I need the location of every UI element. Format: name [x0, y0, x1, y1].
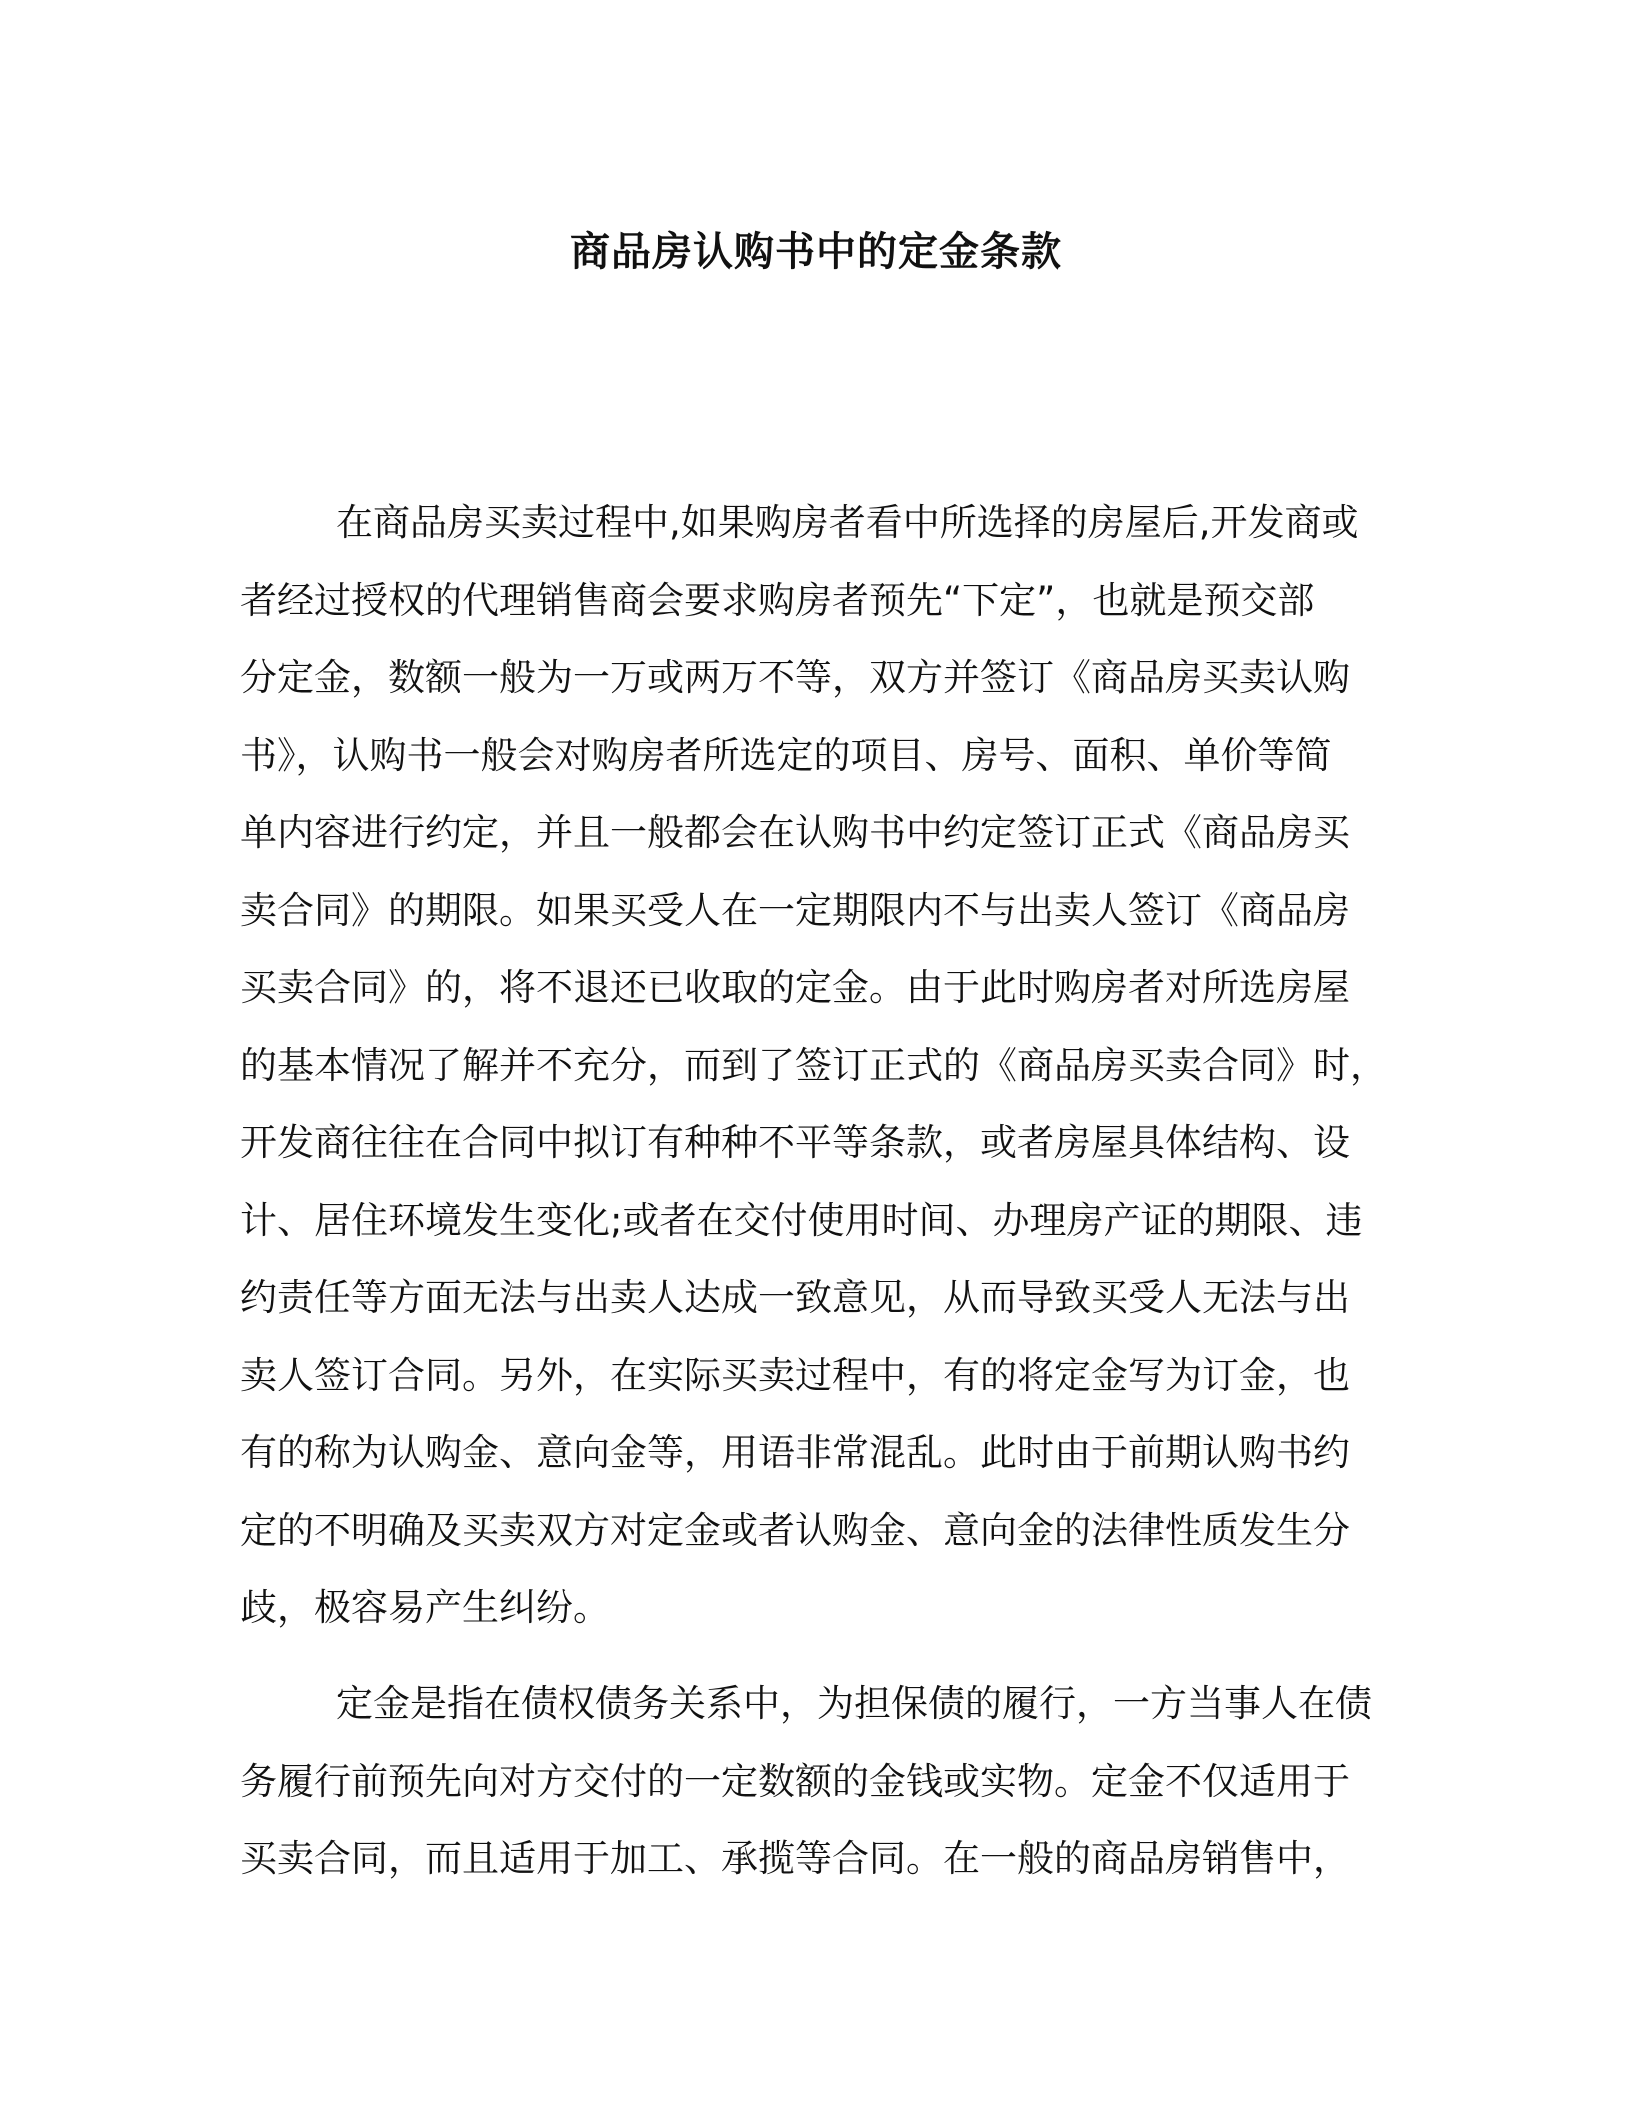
paragraph-line: 买卖合同，而且适用于加工、承揽等合同。在一般的商品房销售中， — [240, 1837, 1350, 1880]
paragraph-line: 在商品房买卖过程中,如果购房者看中所选择的房屋后,开发商或 — [336, 501, 1359, 544]
paragraph-line: 计、居住环境发生变化;或者在交付使用时间、办理房产证的期限、违 — [240, 1198, 1363, 1242]
document-title: 商品房认购书中的定金条款 — [570, 229, 1062, 275]
paragraph-line: 单内容进行约定，并且一般都会在认购书中约定签订正式《商品房买 — [240, 811, 1350, 854]
paragraph-line: 买卖合同》的，将不退还已收取的定金。由于此时购房者对所选房屋 — [240, 966, 1350, 1009]
paragraph-line: 有的称为认购金、意向金等，用语非常混乱。此时由于前期认购书约 — [240, 1431, 1350, 1474]
paragraph-line: 书》，认购书一般会对购房者所选定的项目、房号、面积、单价等简 — [240, 733, 1332, 777]
paragraph-line: 卖人签订合同。另外，在实际买卖过程中，有的将定金写为订金，也 — [240, 1353, 1350, 1397]
paragraph-line: 分定金，数额一般为一万或两万不等，双方并签订《商品房买卖认购 — [240, 656, 1350, 699]
paragraph-line: 定金是指在债权债务关系中，为担保债的履行，一方当事人在债 — [336, 1682, 1372, 1725]
paragraph-line: 务履行前预先向对方交付的一定数额的金钱或实物。定金不仅适用于 — [240, 1759, 1350, 1803]
paragraph-line: 的基本情况了解并不充分，而到了签订正式的《商品房买卖合同》时， — [240, 1043, 1387, 1087]
paragraph-line: 歧，极容易产生纠纷。 — [240, 1586, 610, 1629]
paragraph-line: 卖合同》的期限。如果买受人在一定期限内不与出卖人签订《商品房 — [240, 888, 1350, 932]
paragraph-2 — [240, 1665, 1370, 1898]
paragraph-1 — [240, 484, 1387, 1647]
paragraph-line: 者经过授权的代理销售商会要求购房者预先“下定”，也就是预交部 — [240, 578, 1315, 622]
paragraph-line: 约责任等方面无法与出卖人达成一致意见，从而导致买受人无法与出 — [240, 1276, 1350, 1319]
paragraph-line: 定的不明确及买卖双方对定金或者认购金、意向金的法律性质发生分 — [240, 1508, 1350, 1552]
paragraph-line: 开发商往往在合同中拟订有种种不平等条款，或者房屋具体结构、设 — [240, 1121, 1350, 1164]
